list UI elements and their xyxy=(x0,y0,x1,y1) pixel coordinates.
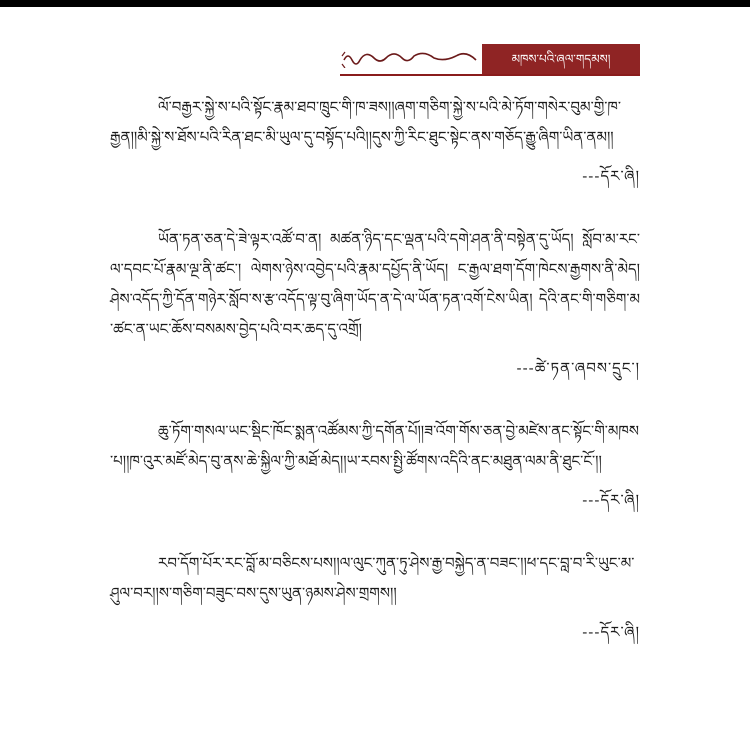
page-header xyxy=(340,44,640,76)
quote-author: ---ཚེ་ཏན་ཞབས་དྲུང་། xyxy=(516,359,640,377)
quote-text: ཡོན་ཏན་ཅན་དེ་ཟེ་ལྟར་འཚོ་བ་ན། མཚན་ཉིད་དང་ལྡན་པའི་དགེ་ཤན་ནི་བསྟེན་དུ་ཡོད། སློབ་མ་རང་ལ་དབང་པོ་རྣམ་ལྔ་ནི་ཚང་། ལེགས་ཉེས་འབྱེད་པའི་རྣམ་དཔྱོད་ནི་ཡོད། ང་རྒྱལ་ཐག་དོག་ཁེངས་རྒྱགས་ནི་མེད། ཤེས་འདོད་ཀྱི་དོན་གཉེར་སློབ་ས་རྩ་འདོད་ལྟ་བུ་ཞིག་ཡོད་ན་དེ་ལ་ཡོན་ཏན་འགོ་ངེས་ཡིན། དེའི་ནང་གི་གཅིག་མ་ཚང་ན་ཡང་ཆོས་བསམས་བྱེད་པའི་བར་ཆད་དུ་འགྲོ། xyxy=(110,230,640,338)
quote-text: རབ་དོག་པོར་རང་བློ་མ་བཅིངས་པས།།ལ་ལུང་ཀུན་ཏུ་ཤེས་རྒྱ་བསྐྱེད་ན་བཟང་།།ཕ་དང་བླ་བ་རི་ཡུང་མ་ཤུལ་བར།།ས་གཅིག་བཟུང་བས་དུས་ཡུན་ཉམས་ཤེས་གྲགས།། xyxy=(110,554,635,602)
decorative-flourish-icon xyxy=(340,46,480,68)
quotes-content xyxy=(110,92,640,680)
top-border xyxy=(0,0,750,7)
quote-author: ---དོར་ཞི། xyxy=(582,167,640,185)
quote-author: ---དོར་ཞི། xyxy=(582,623,640,641)
header-rule xyxy=(340,74,640,76)
quote-text: ལོ་བརྒྱར་སྐྱེ་ས་པའི་སྟོང་རྣམ་ཐབ་ཁྲུང་གི་ཁ་ཟས།།ཞག་གཅིག་སྐྱེ་ས་པའི་མེ་ཏོག་གསེར་བུམ་གྱི་ཁ་རྒྱན།།མི་སྐྱེ་ས་ཐོས་པའི་རིན་ཐང་མི་ཡུལ་དུ་བསྟོད་པའི།།དུས་ཀྱི་རིང་ཐུང་སྟེང་ནས་གཅོད་རྒྱུ་ཞིག་ཡིན་ནམ།། xyxy=(110,98,622,146)
quote-text: ཆུ་ཏོག་གསལ་ཡང་སྡིང་ཁོང་སྨན་འཚོམས་ཀྱི་དགོན་པོ།།ཟ་འོག་གོས་ཅན་བྱེ་མཛེས་ནང་སྟོང་གི་མཁས་པ།།ཁ་འུར་མཛོ་མེད་བུ་ནས་ཆེ་སྐྱིལ་ཀྱི་མཐོ་མེད།།ཡ་རབས་སྤྱི་ཚོགས་འདིའི་ནང་མཐུན་ལམ་ནི་ཐུང་ངོ་།། xyxy=(110,422,640,470)
quote-author: ---དོར་ཞི། xyxy=(582,491,640,509)
section-title-badge: མཁས་པའི་ཞལ་གདམས། xyxy=(482,44,640,74)
